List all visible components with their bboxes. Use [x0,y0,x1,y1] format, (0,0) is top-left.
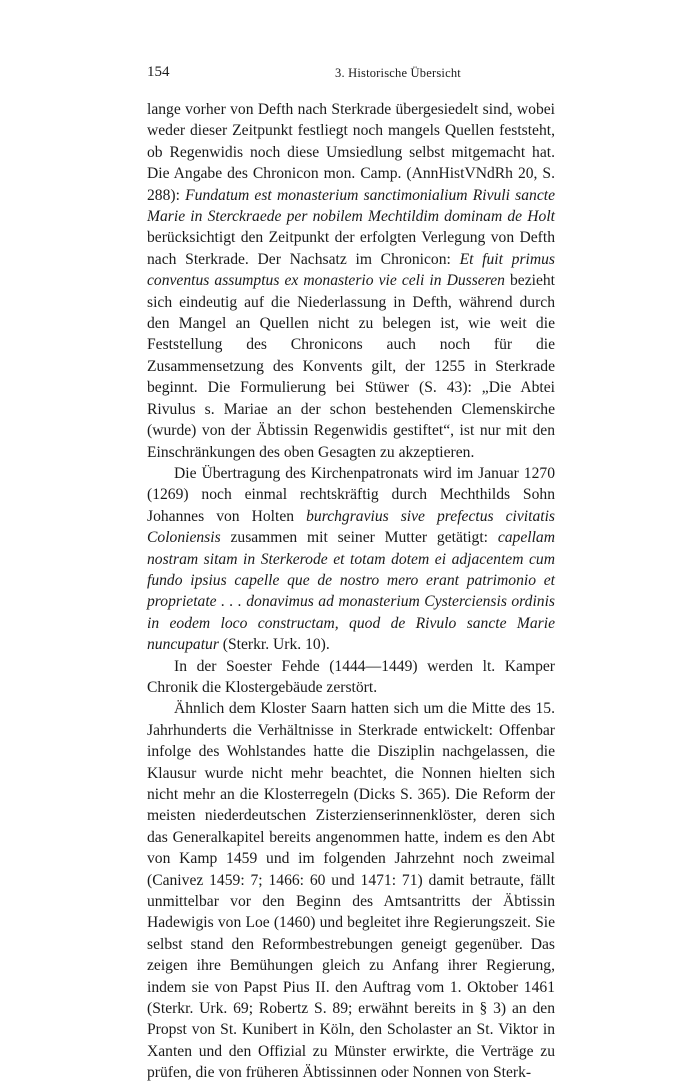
text-run: In der Soester Fehde (1444—1449) werden lt. Kamper Chronik die Klostergebäude zerstört. [147,657,555,696]
text-run: bezieht sich eindeutig auf die Niederlassung in Defth, während durch den Mangel an Quellen nicht zu belegen ist, wie weit die Feststellung des Chronicons auch noch für die Zusammensetzung des Konvents gilt, der 1255 in Sterkrade beginnt. Die Formulierung bei Stüwer (S. 43): „Die Abtei Rivulus s. Mariae an der schon bestehenden Clemenskirche (wurde) von der Äbtissin Regenwidis gestiftet“, ist nur mit den Einschränkungen des oben Gesagten zu akzeptieren. [147,272,556,461]
text-run: zusammen mit seiner Mutter getätigt: [220,529,498,547]
latin-quote: Et fuit primus conventus assumptus ex monasterio vie celi in Dusseren [147,250,555,290]
text-run: lange vorher von Defth nach Sterkrade übergesiedelt sind, wobei weder dieser Zeitpunkt festliegt noch mangels Quellen feststeht, ob Regenwidis noch diese Umsiedlung selbst mitgemacht hat. Die Angabe des Chronicon mon. Camp. (AnnHistVNdRh 20, S. 288): [147,101,555,204]
paragraph-3 [147,656,555,699]
text-run: Die Übertragung des Kirchenpatronats wird im Januar 1270 (1269) noch einmal rechtskräftig durch Mechthilds Sohn Johannes von Holten [147,464,555,525]
text-run: berücksichtigt den Zeitpunkt der erfolgten Verlegung von Defth nach Sterkrade. Der Nachsatz im Chronicon: [147,229,555,268]
page-number: 154 [147,64,170,80]
latin-quote: burchgravius sive prefectus civitatis Coloniensis [147,507,555,547]
paragraph-1 [147,99,555,463]
paragraph-4 [147,698,555,1083]
latin-quote: capellam nostram sitam in Sterkerode et totam dotem ei adjacentem cum fundo ipsius capelle que de nostro mero erant patrimonio et proprietate . . . donavimus ad monasterium Cysterciensis ordinis in eodem loco constructam, quod de Rivulo sancte Marie nuncupatur [147,529,555,654]
latin-quote: Fundatum est monasterium sanctimonialium Rivuli sancte Marie in Sterckraede per nobilem Mechtildim dominam de Holt [147,186,555,226]
body-text [147,99,555,1084]
running-title: 3. Historische Übersicht [335,66,461,80]
paragraph-2 [147,463,555,656]
text-run: (Sterkr. Urk. 10). [218,636,330,654]
text-run: Ähnlich dem Kloster Saarn hatten sich um die Mitte des 15. Jahrhunderts die Verhältnisse in Sterkrade entwickelt: Offenbar infolge des Wohlstandes hatte die Disziplin nachgelassen, die Klausur wurde nicht mehr beachtet, die Nonnen hielten sich nicht mehr an die Klosterregeln (Dicks S. 365). Die Reform der meisten niederdeutschen Zisterzienserinnenklöster, deren sich das Generalkapitel bereits angenommen hatte, indem es den Abt von Kamp 1459 und im folgenden Jahrzehnt noch zweimal (Canivez 1459: 7; 1466: 60 und 1471: 71) damit betraute, fällt unmittelbar vor den Beginn des Amtsantritts der Äbtissin Hadewigis von Loe (1460) und begleitet ihre Regierungszeit. Sie selbst stand den Reformbestrebungen geneigt gegenüber. Das zeigen ihre Bemühungen gleich zu Anfang ihrer Regierung, indem sie von Papst Pius II. den Auftrag vom 1. Oktober 1461 (Sterkr. Urk. 69; Robertz S. 89; erwähnt bereits in § 3) an den Propst von St. Kunibert in Köln, den Scholaster an St. Viktor in Xanten und den Offizial zu Münster erwirkte, die Verträge zu prüfen, die von früheren Äbtissinnen oder Nonnen von Sterk- [147,700,555,1082]
